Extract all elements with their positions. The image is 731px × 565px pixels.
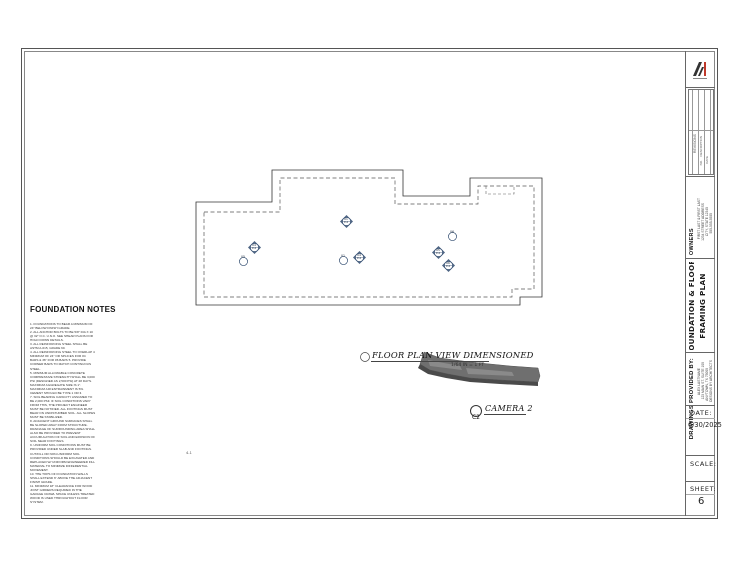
floor-plan-view-underline	[371, 361, 489, 362]
foundation-note-line: STEEL.	[30, 366, 41, 371]
foundation-note-line: 3. ALL REINFORCING STEEL SHALL BE	[30, 342, 88, 347]
detail-marker-ref: P-4	[435, 252, 441, 256]
foundation-note-line: GARAGE CRAWL SPACE UNLESS TREATED	[30, 491, 95, 496]
foundation-note-line: 7. SOIL BEARING CAPACITY ASSUMED TO	[30, 394, 93, 399]
detail-marker-ref: P-4	[343, 221, 349, 225]
detail-marker-number: 06	[446, 260, 450, 265]
foundation-note-line: 10. THE TOPS OF FOUNDATION WALLS	[30, 471, 88, 476]
owners-line: FIRST LAST & FIRST LAST	[697, 198, 701, 240]
provided-line: DESIGNS BY ARCHITECTS	[709, 360, 713, 402]
foundation-note-line: CONDITIONS SHOULD BE EXCAVATED AND	[30, 455, 95, 460]
date-label: DATE:	[690, 409, 713, 417]
camera-tag-text: C2	[471, 414, 480, 421]
foundation-notes-title: FOUNDATION NOTES	[30, 305, 116, 314]
foundation-note-line: 2. ALL ANCHOR BOLTS TO BE 5/8" DIA X 10	[30, 330, 93, 335]
foundation-note-line: CORNER BARS TO MATCH CONTINUOUS	[30, 362, 92, 367]
foundation-note-line: JOIST GIRDERS REQUIRED IN THE	[30, 487, 82, 492]
provided-line: ALEX LASTNAME	[697, 368, 701, 396]
drawings-provided-label: DRAWINGS PROVIDED BY:	[689, 358, 695, 440]
foundation-note-line: MINIMUM OF 24" OR SPLICES FOR #4	[30, 354, 86, 359]
detail-marker-ref: P-4	[251, 247, 257, 251]
detail-marker-number: 05	[240, 254, 246, 259]
detail-marker[interactable]	[432, 246, 445, 259]
foundation-note-line: MAXIMUM AIR ENTRAINMENT IS 5%.	[30, 386, 84, 391]
foundation-note-line: CEMENT SHOULD BE TYPE 1 OR II.	[30, 390, 83, 395]
provided-line: 123 MAIN ST. SUITE 100	[701, 362, 705, 400]
date-value: 6/30/2025	[688, 421, 722, 429]
foundation-note-line: SOIL NEAR FOOTINGS.	[30, 439, 65, 444]
owners-label: OWNERS	[689, 228, 695, 256]
foundation-note-line: 5. MINIMUM ALLOWABLE CONCRETE	[30, 370, 85, 375]
foundation-note-line: PSI (DESIGNED AS 2,500 PSI) AT 28 DAYS.	[30, 378, 92, 383]
owners-line: 555-555-5555	[709, 213, 713, 234]
revisions-col-no: NO.	[699, 160, 703, 166]
floor-plan-view-marker[interactable]	[359, 351, 371, 363]
foundation-note-line: 4. ALL REINFORCING STEEL TO OVERLAP 4	[30, 350, 95, 355]
detail-marker[interactable]	[248, 241, 261, 254]
foundation-note-line: SYSTEM.	[30, 500, 44, 505]
floor-plan-view-title: FLOOR PLAN VIEW DIMENSIONED	[372, 350, 534, 360]
camera-view-underline	[484, 414, 526, 415]
foundation-note-line: PROVIDED UNDER SLAB AND FOOTINGS.	[30, 447, 92, 452]
foundation-note-line: ASTM A-615, GRADE 60.	[30, 346, 66, 351]
foundation-note-line: BE SLOPED AWAY FROM STRUCTURE.	[30, 423, 88, 428]
owners-line: CITY, STATE 12345	[705, 207, 709, 237]
foundation-note-line: 11. MINIMUM 18" CLEARANCE FOR WOOD	[30, 483, 93, 488]
foundation-note-line: @ 32" O.C. U.N.O. SEE SHEAR PLANS FOR	[30, 334, 94, 339]
detail-marker[interactable]	[339, 252, 348, 261]
small-note-mark: 4-1	[186, 451, 192, 455]
foundation-note-line: COMPRESSIVE STRENGTH SHALL BE 3,000	[30, 374, 95, 379]
detail-marker-number: 04	[357, 252, 361, 257]
foundation-note-line: FINISH GRADE.	[30, 479, 53, 484]
foundation-note-line: MUST BE NOTIFIED. ALL FOOTINGS MUST	[30, 406, 93, 411]
foundation-note-line: MOVEMENT.	[30, 467, 49, 472]
foundation-note-line: HOLD DOWN DETAILS.	[30, 338, 64, 343]
camera-view-title: CAMERA 2	[485, 404, 533, 413]
foundation-note-line: 24" BELOW FINISH GRADE.	[30, 326, 71, 331]
revisions-col-date: DATE	[705, 156, 709, 164]
foundation-note-line: ACCUMULATION OF SOIL AND EROSION OF	[30, 435, 95, 440]
foundation-note-line: WOOD IS USED THROUGHOUT FLOOR	[30, 496, 88, 501]
foundation-note-line: ALSO BE PROVIDED TO PREVENT	[30, 431, 81, 436]
detail-marker[interactable]	[340, 215, 353, 228]
detail-marker-number: 05	[436, 247, 440, 252]
detail-marker[interactable]	[353, 251, 366, 264]
foundation-note-line: 8. ADJACENT GROUND SURFACES SHALL	[30, 419, 93, 424]
provided-line: ANYTOWN, TX 75000	[705, 368, 709, 401]
detail-marker[interactable]	[239, 253, 248, 262]
detail-marker[interactable]	[448, 228, 457, 237]
svg-text:FOUNDATION & FLOOR FRA: FOUNDATION & FLOOR FRAMING PLAN	[687, 262, 707, 350]
detail-marker-number: 06	[449, 229, 455, 234]
foundation-note-line: CUT/FILL OR NON-UNIFORM SOIL	[30, 451, 80, 456]
detail-marker-number: 04	[252, 242, 256, 247]
sheet-number: 6	[698, 496, 705, 507]
foundation-note-line: 1. FOUNDATIONS TO BEAR A MINIMUM OF	[30, 322, 93, 326]
foundation-note-line: FROM THIS, THE PROJECT ENGINEER	[30, 402, 88, 407]
detail-marker[interactable]	[442, 259, 455, 272]
foundation-note-line: MUST BE STABILIZED.	[30, 415, 63, 420]
foundation-note-line: DRAINAGE OF SURROUNDING AREA SHALL	[30, 427, 96, 432]
camera-tag[interactable]	[470, 405, 482, 421]
detail-marker-ref: P-4	[356, 257, 362, 261]
foundation-note-line: BE 2,000 PSF. IF SOIL CONDITIONS VARY	[30, 398, 91, 403]
floor-plan-view-scale: 1/64 IN = 1 FT	[451, 363, 485, 368]
foundation-note-line: BEAR ON UNDISTURBED SOIL. ALL SLOPES	[30, 411, 96, 416]
foundation-note-line: MATERIAL TO MINIMIZE DIFFERENTIAL	[30, 463, 88, 468]
detail-marker-ref: P-4	[445, 265, 451, 269]
sheet-label: SHEET:	[690, 485, 717, 493]
foundation-note-line: REPLACED W/ UNIFORM ENGINEERED FILL	[30, 459, 95, 464]
foundation-note-line: MAXIMUM AGGREGATE SIZE IS 1".	[30, 382, 82, 387]
foundation-note-line: BARS & 36" FOR #6 BARS 5. PROVIDE	[30, 358, 86, 363]
revisions-col-description: DESCRIPTION	[699, 136, 703, 157]
scale-label: SCALE:	[690, 460, 717, 468]
detail-marker-number: 01	[340, 253, 346, 258]
revisions-label: REVISIONS	[693, 134, 697, 154]
owners-line: 1234 STREET ADDRESS	[701, 203, 705, 241]
foundation-note-line: 9. UNIFORM SOIL CONDITIONS MUST BE	[30, 443, 91, 448]
detail-marker-number: 01	[344, 216, 348, 221]
foundation-note-line: SHALL EXTEND 6" ABOVE THE ADJACENT	[30, 475, 93, 480]
